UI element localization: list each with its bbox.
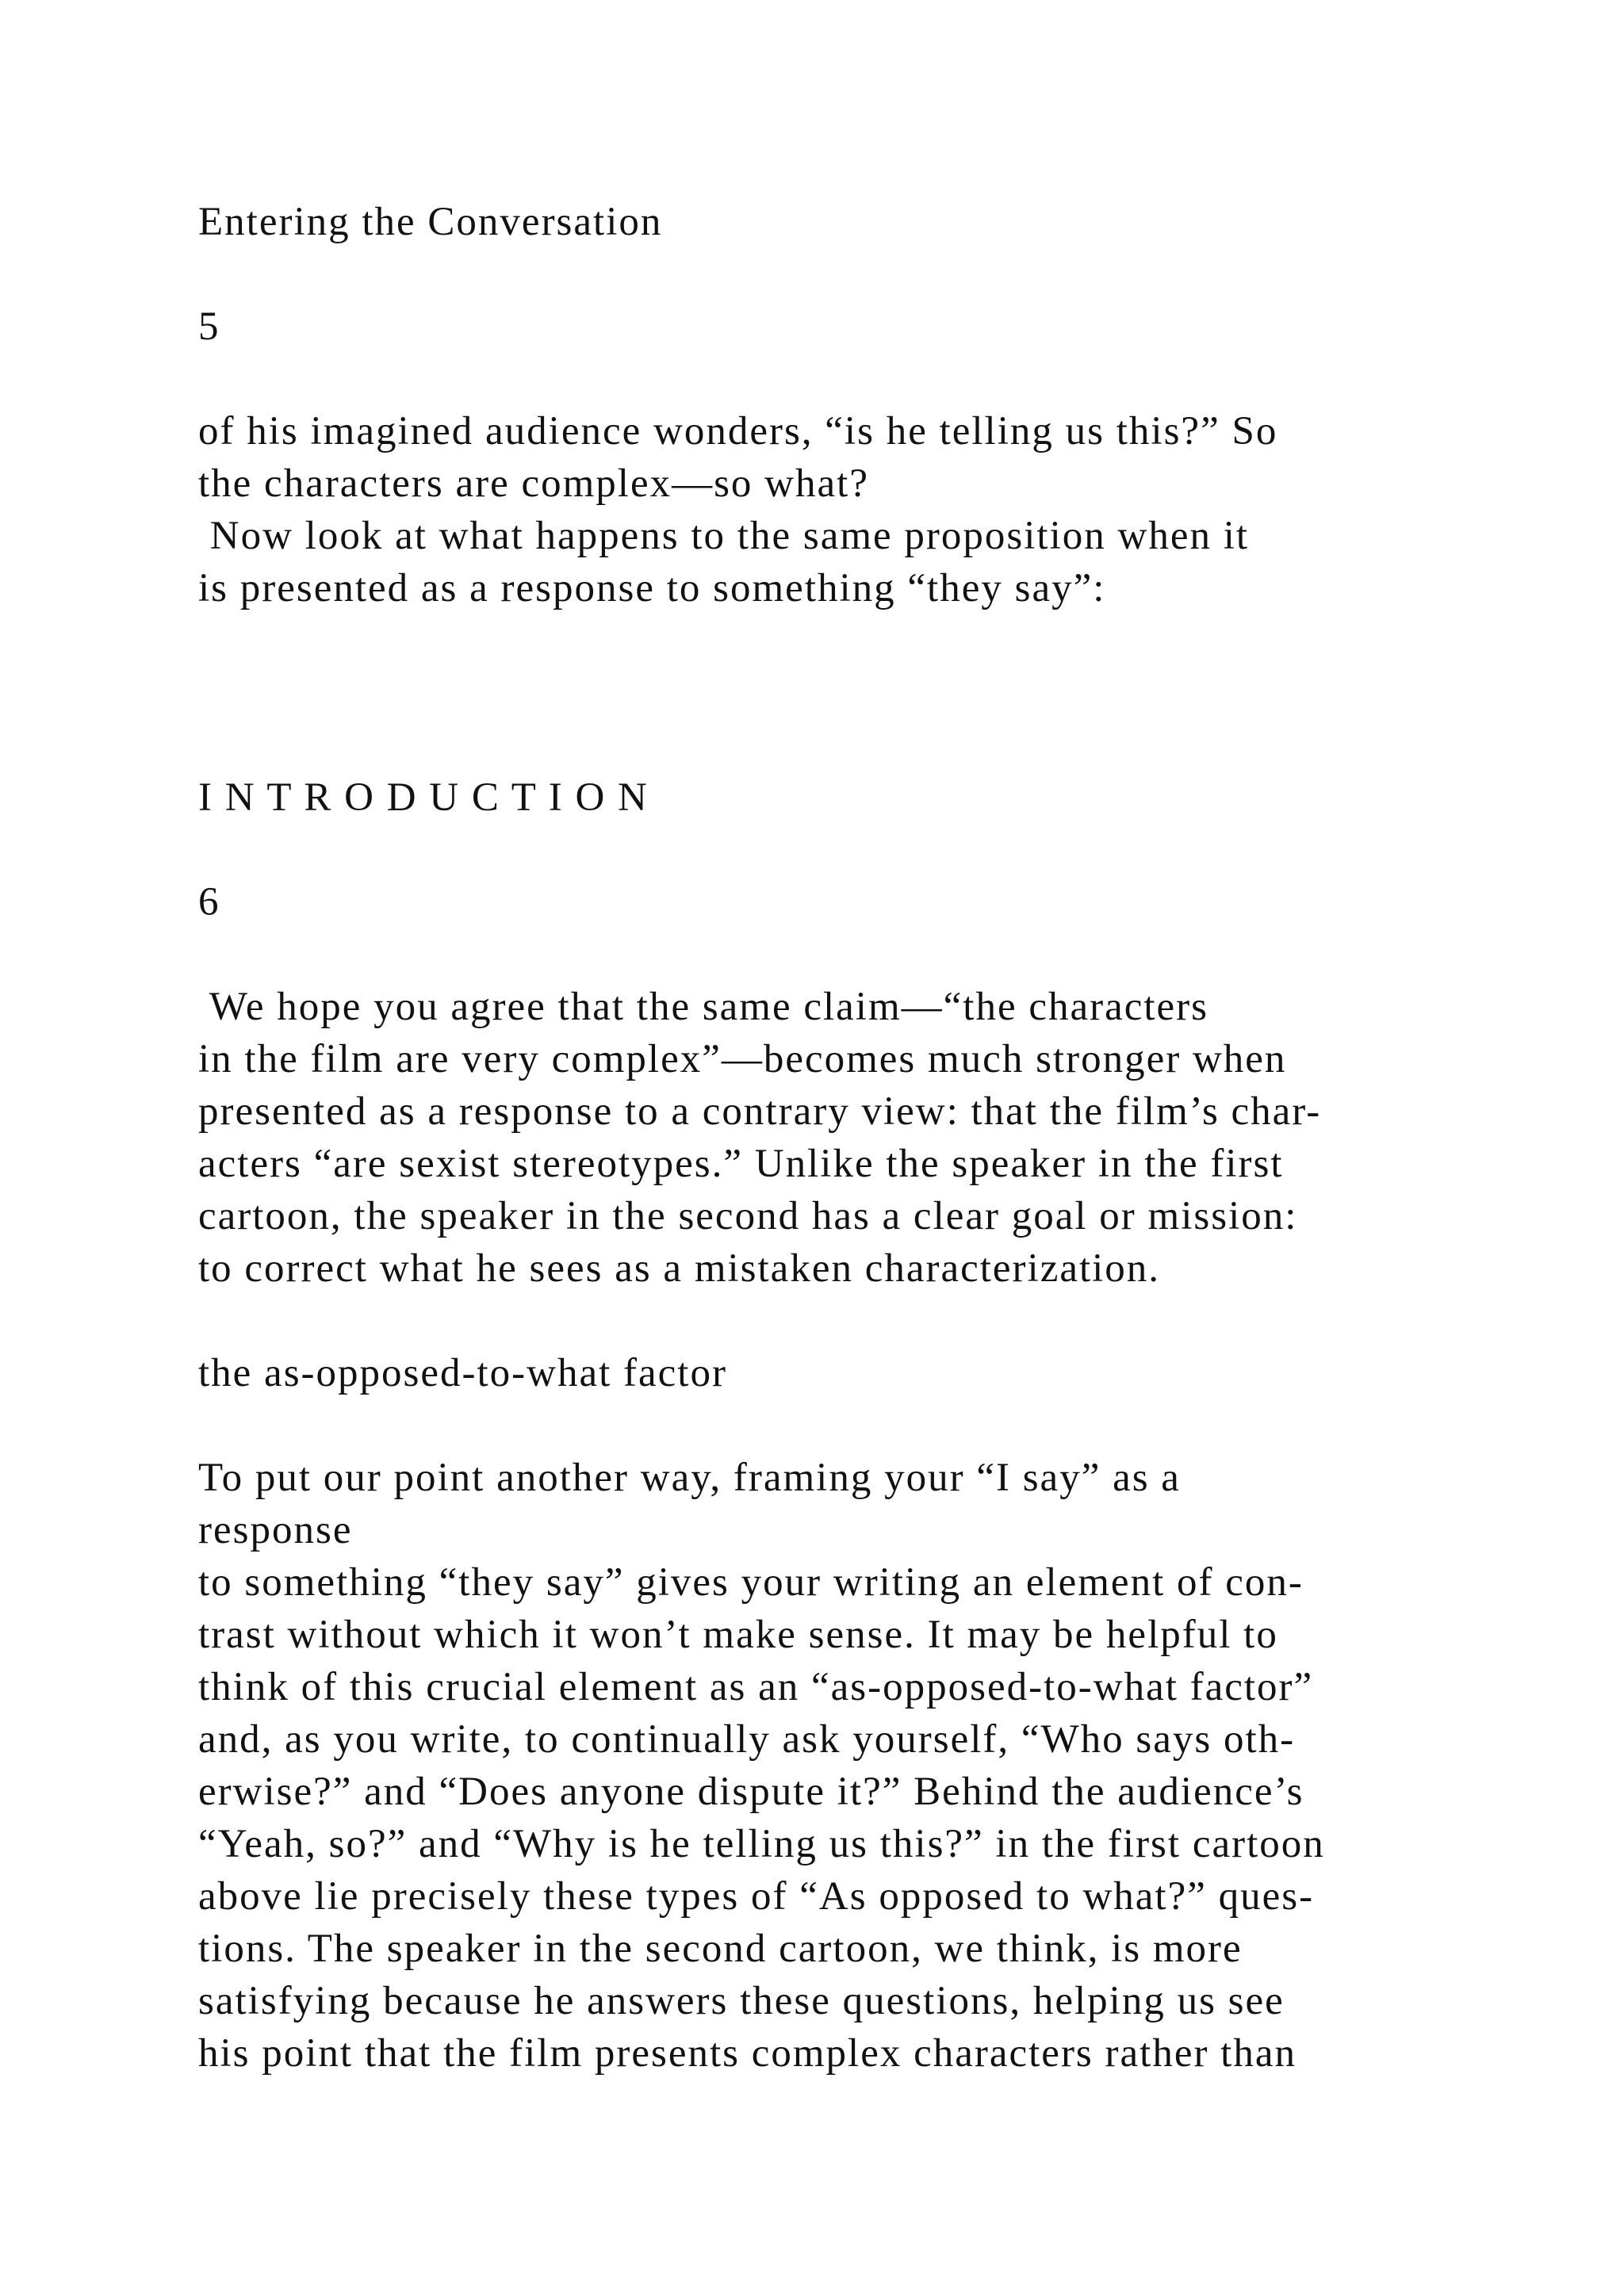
text-line: Now look at what happens to the same proposition when it <box>198 514 1250 558</box>
text-line: trast without which it won’t make sense. It may be helpful to <box>198 1613 1278 1657</box>
text-line: to something “they say” gives your writing an element of con- <box>198 1560 1304 1605</box>
text-line: cartoon, the speaker in the second has a clear goal or mission: <box>198 1194 1298 1238</box>
text-line: the characters are complex—so what? <box>198 461 869 506</box>
document-page <box>198 0 1546 2296</box>
text-line: is presented as a response to something “they say”: <box>198 566 1106 610</box>
text-line: response <box>198 1508 353 1552</box>
subheading: the as-opposed-to-what factor <box>198 1351 727 1395</box>
page-number: 5 <box>198 304 220 349</box>
text-line: erwise?” and “Does anyone dispute it?” Behind the audience’s <box>198 1770 1304 1814</box>
text-line: We hope you agree that the same claim—“the characters <box>198 985 1209 1029</box>
text-line: To put our point another way, framing your “I say” as a <box>198 1456 1181 1500</box>
running-header: Entering the Conversation <box>198 200 663 244</box>
text-line: “Yeah, so?” and “Why is he telling us this?” in the first cartoon <box>198 1822 1325 1866</box>
text-line: tions. The speaker in the second cartoon, we think, is more <box>198 1927 1243 1971</box>
text-line: to correct what he sees as a mistaken characterization. <box>198 1246 1161 1291</box>
text-line: of his imagined audience wonders, “is he telling us this?” So <box>198 409 1278 453</box>
section-header: I N T R O D U C T I O N <box>198 775 649 820</box>
page-number: 6 <box>198 880 220 924</box>
text-line: presented as a response to a contrary view: that the film’s char- <box>198 1089 1322 1134</box>
text-line: above lie precisely these types of “As opposed to what?” ques- <box>198 1874 1315 1919</box>
text-line: in the film are very complex”—becomes much stronger when <box>198 1037 1287 1081</box>
text-line: and, as you write, to continually ask yourself, “Who says oth- <box>198 1717 1296 1762</box>
text-line: think of this crucial element as an “as-opposed-to-what factor” <box>198 1665 1314 1709</box>
text-line: satisfying because he answers these questions, helping us see <box>198 1979 1285 2023</box>
text-line: acters “are sexist stereotypes.” Unlike the speaker in the first <box>198 1142 1284 1186</box>
text-line: his point that the film presents complex characters rather than <box>198 2031 1297 2076</box>
